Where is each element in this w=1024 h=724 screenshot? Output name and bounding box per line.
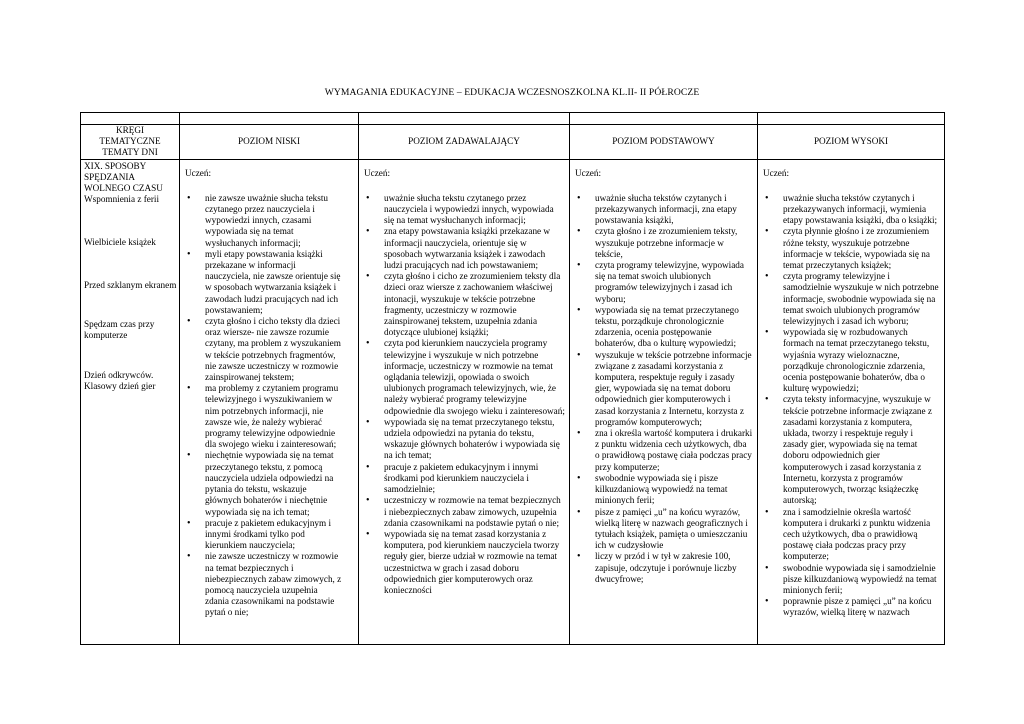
list-item: • wypowiada się na temat przeczytanego tekstu, porządkuje chronologicznie zdarzenia, ocenia postępowanie bohaterów, dba o kulturę wypowiedzi; xyxy=(575,305,753,350)
header-themes: KRĘGI TEMATYCZNE TEMATY DNI xyxy=(81,125,180,160)
list-item: • czyta teksty informacyjne, wyszukuje w tekście potrzebne informacje związane z zasadami korzystania z komputera, układa, tworzy i respektuje reguły i zasady gier, wypowiada się na temat doboru odpowiednich gier komputerowych i zasad korzystania z Internetu, korzysta z programów komputerowych, tworząc książeczkę autorską; xyxy=(763,394,940,506)
table-header-row xyxy=(81,125,945,160)
list-item: • uważnie słucha tekstów czytanych i przekazywanych informacji, wymienia etapy powstawania książki, dba o książki; xyxy=(763,193,940,227)
header-niski: POZIOM NISKI xyxy=(180,125,359,160)
list-item: • nie zawsze uważnie słucha tekstu czytanego przez nauczyciela i wypowiedzi innych, czasami wypowiada się na temat wysłuchanych informacji; xyxy=(185,193,354,249)
podstawowy-list xyxy=(575,193,753,585)
list-item: • niechętnie wypowiada się na temat przeczytanego tekstu, z pomocą nauczyciela udziela odpowiedzi na pytania do tekstu, wskazuje głównych bohaterów i niechętnie wypowiada się na ich temat; xyxy=(185,450,354,517)
topics-cell xyxy=(81,159,180,644)
page-title: WYMAGANIA EDUKACYJNE – EDUKACJA WCZESNOSZKOLNA KL.II- II PÓŁROCZE xyxy=(324,87,700,98)
uczen-label: Uczeń: xyxy=(763,167,790,178)
header-zadawalajacy: POZIOM ZADAWALAJĄCY xyxy=(359,125,570,160)
uczen-label: Uczeń: xyxy=(364,167,391,178)
wysoki-cell xyxy=(758,159,945,644)
topic-item: Wielbiciele książek xyxy=(84,236,156,247)
list-item: • uważnie słucha tekstu czytanego przez nauczyciela i wypowiedzi innych, wypowiada się na temat wysłuchanych informacji; xyxy=(364,193,565,227)
header-wysoki: POZIOM WYSOKI xyxy=(758,125,945,160)
list-item: • czyta głośno i cicho teksty dla dzieci oraz wiersze- nie zawsze rozumie czytany, ma problem z wyszukaniem w tekście potrzebnych fragmentów, nie zawsze uczestniczy w rozmowie zainspirowanej tekstem; xyxy=(185,316,354,383)
list-item: • wyszukuje w tekście potrzebne informacje związane z zasadami korzystania z komputera, respektuje reguły i zasady gier, wypowiada się na temat doboru odpowiednich gier komputerowych i zasad korzystania z Internetu, korzysta z programów komputerowych; xyxy=(575,350,753,428)
uczen-label: Uczeń: xyxy=(185,167,212,178)
list-item: • czyta pod kierunkiem nauczyciela programy telewizyjne i wyszukuje w nich potrzebne informacje, uczestniczy w rozmowie na temat oglądania telewizji, opowiada o swoich ulubionych programach telewizyjnych, wie, że należy wybierać programy telewizyjne odpowiednie dla swojego wieku i zainteresowań; xyxy=(364,338,565,416)
table-body-row xyxy=(81,159,945,644)
list-item: • zna i określa wartość komputera i drukarki z punktu widzenia cech użytkowych, dba o prawidłową postawę ciała podczas pracy przy komputerze; xyxy=(575,428,753,473)
uczen-label: Uczeń: xyxy=(575,167,602,178)
table-top-row xyxy=(81,113,945,125)
requirements-table xyxy=(80,112,945,645)
list-item: • czyta programy telewizyjne i samodzielnie wyszukuje w nich potrzebne informacje, swobodnie wypowiada się na temat swoich ulubionych programów telewizyjnych i zasad ich wyboru; xyxy=(763,271,940,327)
list-item: • uczestniczy w rozmowie na temat bezpiecznych i niebezpiecznych zabaw zimowych, uzupełnia zdania czasownikami na podstawie pytań o nie; xyxy=(364,495,565,529)
list-item: • ma problemy z czytaniem programu telewizyjnego i wyszukiwaniem w nim potrzebnych informacji, nie zawsze wie, że należy wybierać programy telewizyjne odpowiednie dla swojego wieku i zainteresowań; xyxy=(185,383,354,450)
header-podstawowy: POZIOM PODSTAWOWY xyxy=(570,125,758,160)
topic-item: Dzień odkrywców. Klasowy dzień gier xyxy=(84,369,156,391)
list-item: • wypowiada się na temat zasad korzystania z komputera, pod kierunkiem nauczyciela tworzy reguły gier, bierze udział w rozmowie na temat uczestnictwa w grach i zasad doboru odpowiednich gier komputerowych oraz konieczności xyxy=(364,529,565,596)
list-item: • wypowiada się na temat przeczytanego tekstu, udziela odpowiedzi na pytania do tekstu, wskazuje głównych bohaterów i wypowiada się na ich temat; xyxy=(364,417,565,462)
niski-cell xyxy=(180,159,359,644)
podstawowy-cell xyxy=(570,159,758,644)
list-item: • pracuje z pakietem edukacyjnym i innymi środkami pod kierunkiem nauczyciela i samodzielnie; xyxy=(364,462,565,496)
list-item: • czyta płynnie głośno i ze zrozumieniem różne teksty, wyszukuje potrzebne informacje w tekście, wypowiada się na temat przeczytanych książek; xyxy=(763,226,940,271)
list-item: • wypowiada się w rozbudowanych formach na temat przeczytanego tekstu, wyjaśnia wyrazy wieloznaczne, porządkuje chronologicznie zdarzenia, ocenia postępowanie bohaterów, dba o kulturę wypowiedzi; xyxy=(763,327,940,394)
list-item: • zna etapy powstawania książki przekazane w informacji nauczyciela, orientuje się w sposobach wytwarzania książek i zawodach ludzi pracujących nad ich powstawaniem; xyxy=(364,226,565,271)
list-item: • czyta głośno i cicho ze zrozumieniem teksty dla dzieci oraz wiersze z zachowaniem właściwej intonacji, wyszukuje w tekście potrzebne fragmenty, uczestniczy w rozmowie zainspirowanej tekstem, uzupełnia zdania dotyczące ulubionej książki; xyxy=(364,271,565,338)
wysoki-list xyxy=(763,193,940,619)
list-item: • myli etapy powstawania książki przekazane w informacji nauczyciela, nie zawsze orientuje się w sposobach wytwarzania książek i zawodach ludzi pracujących nad ich powstawaniem; xyxy=(185,249,354,316)
list-item: • czyta głośno i ze zrozumieniem teksty, wyszukuje potrzebne informacje w tekście, xyxy=(575,226,753,260)
list-item: • swobodnie wypowiada się i samodzielnie pisze kilkuzdaniową wypowiedź na temat minionych ferii; xyxy=(763,563,940,597)
list-item: • zna i samodzielnie określa wartość komputera i drukarki z punktu widzenia cech użytkowych, dba o prawidłową postawę ciała podczas pracy przy komputerze; xyxy=(763,507,940,563)
list-item: • uważnie słucha tekstów czytanych i przekazywanych informacji, zna etapy powstawania książki, xyxy=(575,193,753,227)
list-item: • nie zawsze uczestniczy w rozmowie na temat bezpiecznych i niebezpiecznych zabaw zimowych, z pomocą nauczyciela uzupełnia zdania czasownikami na podstawie pytań o nie; xyxy=(185,551,354,618)
list-item: • poprawnie pisze z pamięci „u” na końcu wyrazów, wielką literę w nazwach xyxy=(763,596,940,618)
list-item: • czyta programy telewizyjne, wypowiada się na temat swoich ulubionych programów telewizyjnych i zasad ich wyboru; xyxy=(575,260,753,305)
topic-item: Wspomnienia z ferii xyxy=(84,193,160,204)
topic-item: Przed szklanym ekranem xyxy=(84,280,177,291)
list-item: • pracuje z pakietem edukacyjnym i innymi środkami tylko pod kierunkiem nauczyciela; xyxy=(185,518,354,552)
list-item: • liczy w przód i w tył w zakresie 100, zapisuje, odczytuje i porównuje liczby dwucyfrowe; xyxy=(575,551,753,585)
list-item: • pisze z pamięci „u” na końcu wyrazów, wielką literę w nazwach geograficznych i tytułach książek, pamięta o umieszczaniu ich w cudzysłowie xyxy=(575,507,753,552)
topic-item: Spędzam czas przy komputerze xyxy=(84,319,155,341)
niski-list xyxy=(185,193,354,619)
zadawalajacy-list xyxy=(364,193,565,596)
section-title: XIX. SPOSOBY SPĘDZANIA WOLNEGO CZASU xyxy=(84,160,163,193)
zadawalajacy-cell xyxy=(359,159,570,644)
list-item: • swobodnie wypowiada się i pisze kilkuzdaniową wypowiedź na temat minionych ferii; xyxy=(575,473,753,507)
